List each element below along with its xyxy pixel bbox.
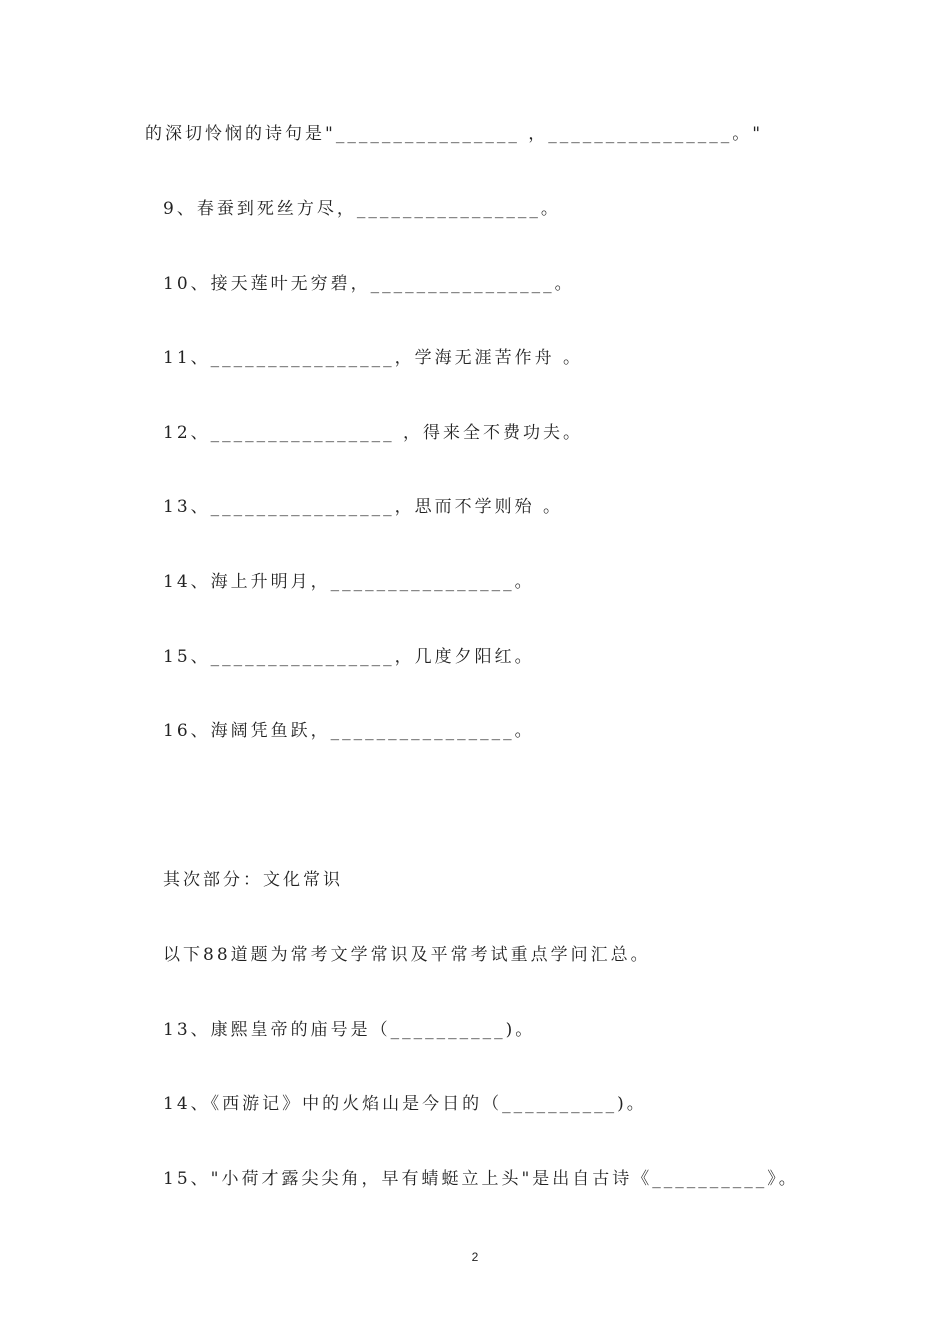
- question-12: 12、________________ ，得来全不费功夫。: [163, 423, 584, 443]
- question-11: 11、________________，学海无涯苦作舟 。: [163, 348, 584, 368]
- culture-question-13: 13、康熙皇帝的庙号是（__________)。: [163, 1020, 536, 1040]
- page-number: 2: [471, 1250, 479, 1264]
- culture-question-15: 15、"小荷才露尖尖角，早有蜻蜓立上头"是出自古诗《__________》。: [163, 1169, 799, 1189]
- section-intro: 以下88道题为常考文学常识及平常考试重点学问汇总。: [163, 945, 651, 965]
- text-line-1: 的深切怜悯的诗句是"________________ ，________________。": [145, 124, 764, 144]
- section-heading: 其次部分：文化常识: [163, 870, 343, 890]
- question-15: 15、________________，几度夕阳红。: [163, 647, 535, 667]
- question-10: 10、接天莲叶无穷碧，________________。: [163, 274, 575, 294]
- question-14: 14、海上升明月，________________。: [163, 572, 535, 592]
- question-9: 9、春蚕到死丝方尽，________________。: [163, 199, 561, 219]
- question-13: 13、________________，思而不学则殆 。: [163, 497, 564, 517]
- question-16: 16、海阔凭鱼跃，________________。: [163, 721, 535, 741]
- culture-question-14: 14、《西游记》中的火焰山是今日的（__________)。: [163, 1094, 647, 1114]
